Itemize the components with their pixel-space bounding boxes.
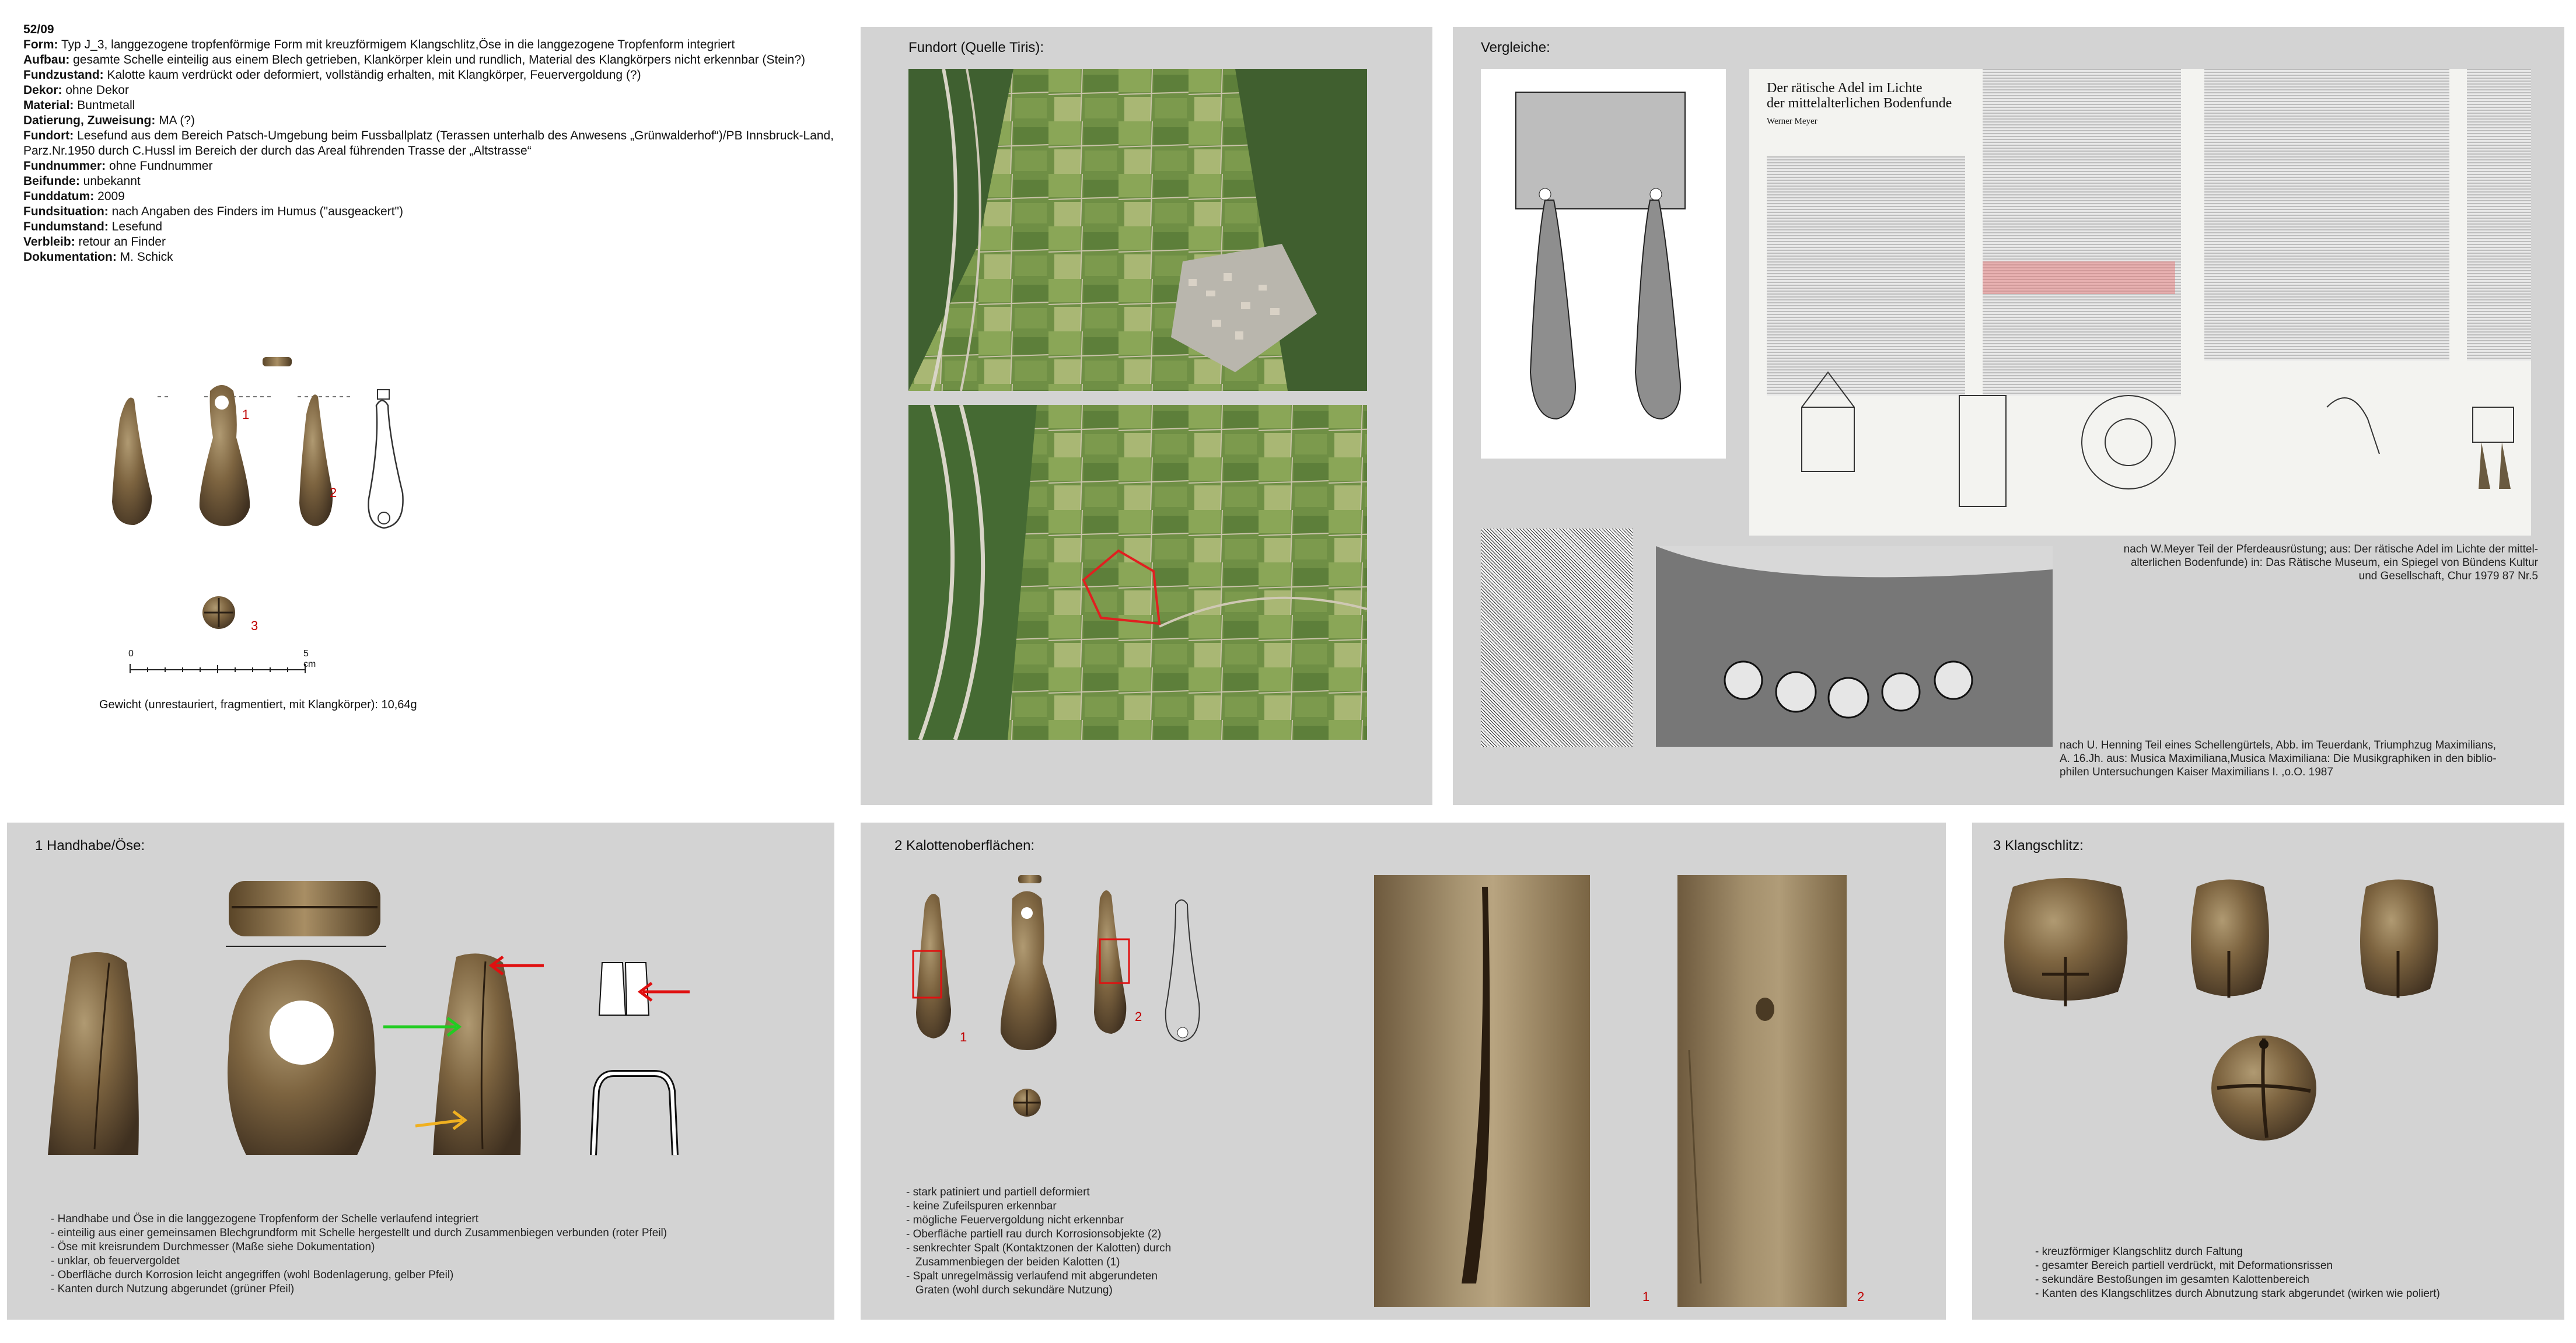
list-item: - unklar, ob feuervergoldet [51, 1255, 180, 1267]
info-label: Dekor: [23, 83, 62, 97]
list-item: - Oberfläche partiell rau durch Korrosionsobjekte (2) [906, 1228, 1162, 1240]
view-marker-2: 2 [330, 485, 337, 500]
woodcut-image [1481, 529, 1633, 747]
catalog-info [23, 22, 840, 265]
kalotten-title: 2 Kalottenoberflächen: [894, 838, 1035, 854]
info-label: Fundzustand: [23, 68, 104, 82]
comparison-caption-1: nach W.Meyer Teil der Pferdeausrüstung; aus: Der rätische Adel im Lichte der mittel- alterlichen Bodenfunde) in: Das Rätische Museum, ein Spiegel von Bündens Kultur und Gesellschaft, Chur 1979 87 Nr.5 [2123, 543, 2538, 582]
closeup-marker-2: 2 [1857, 1289, 1865, 1304]
handhabe-bullets [51, 1212, 667, 1296]
list-item: - sekundäre Bestoßungen im gesamten Kalottenbereich [2035, 1274, 2309, 1286]
list-item: - Kanten durch Nutzung abgerundet (grüner Pfeil) [51, 1283, 295, 1295]
klangschlitz-panel [1972, 823, 2564, 1320]
info-label: Fundort: [23, 129, 74, 142]
info-row [23, 37, 840, 53]
info-row [23, 219, 840, 235]
info-value: nach Angaben des Finders im Humus ("ausgeackert") [111, 205, 403, 218]
info-value: Lesefund [111, 220, 163, 233]
aerial-photo-village [908, 69, 1367, 391]
kalotten-drawings [907, 875, 1269, 1178]
book-author: Werner Meyer [1767, 117, 1817, 126]
info-label: Funddatum: [23, 190, 95, 203]
info-label: Fundnummer: [23, 159, 106, 173]
kalotten-marker-1: 1 [960, 1030, 967, 1044]
info-row [23, 113, 840, 128]
scale-start-label: 0 [128, 649, 134, 659]
list-item: - senkrechter Spalt (Kontaktzonen der Kalotten) durch [906, 1242, 1172, 1254]
kalotten-bullets [906, 1185, 1171, 1297]
kalotten-marker-2: 2 [1135, 1009, 1142, 1024]
vergleiche-title: Vergleiche: [1481, 40, 1550, 55]
info-value: gesamte Schelle einteilig aus einem Blech getrieben, Klankörper klein und rundlich, Material des Klangkörpers nicht erkennbar (Stein?) [73, 53, 806, 67]
list-item: - Oberfläche durch Korrosion leicht angegriffen (wohl Bodenlagerung, gelber Pfeil) [51, 1269, 454, 1281]
bell-drawing-svg [105, 350, 467, 642]
woodcut-detail [1656, 546, 2053, 747]
weight-note: Gewicht (unrestauriert, fragmentiert, mit Klangkörper): 10,64g [99, 698, 417, 711]
info-row [23, 235, 840, 250]
scale-end-label: 5 cm [303, 649, 316, 669]
kalotten-panel [861, 823, 1946, 1320]
handhabe-photos [7, 875, 834, 1237]
info-value: Buntmetall [77, 99, 135, 112]
info-label: Verbleib: [23, 235, 75, 249]
info-row [23, 159, 840, 174]
info-row [23, 83, 840, 98]
bell-drawings [105, 350, 467, 642]
info-value: Typ J_3, langgezogene tropfenförmige Form mit kreuzförmigem Klangschlitz,Öse in die langgezogene Tropfenform integriert [61, 38, 735, 51]
list-item: - mögliche Feuervergoldung nicht erkennbar [906, 1214, 1124, 1226]
fundort-title: Fundort (Quelle Tiris): [908, 40, 1044, 55]
aerial-photo-field [908, 405, 1367, 740]
klangschlitz-bullets [2035, 1245, 2440, 1301]
list-item: Graten (wohl durch sekundäre Nutzung) [906, 1284, 1113, 1296]
catalog-number: 52/09 [23, 23, 54, 36]
info-row [23, 204, 840, 219]
info-label: Material: [23, 99, 74, 112]
info-value: 2009 [97, 190, 125, 203]
list-item: - Handhabe und Öse in die langgezogene Tropfenform der Schelle verlaufend integriert [51, 1213, 479, 1225]
comparison-drawing [1481, 69, 1726, 459]
closeup-marker-1: 1 [1642, 1289, 1650, 1304]
scale-bar [128, 649, 315, 678]
info-row [23, 174, 840, 189]
info-value: Lesefund aus dem Bereich Patsch-Umgebung beim Fussballplatz (Terassen unterhalb des Anwesens „Grünwalderhof“)/PB Innsbruck-Land, Parz.Nr.1950 durch C.Hussl im Bereich der durch das Areal führenden Trasse der „Altstrasse“ [23, 129, 834, 158]
list-item: - einteilig aus einer gemeinsamen Blechgrundform mit Schelle hergestellt und durch Zusammenbiegen verbunden (roter Pfeil) [51, 1227, 667, 1239]
info-value: M. Schick [120, 250, 173, 264]
book-title-1: Der rätische Adel im Lichte [1767, 81, 1923, 96]
view-marker-3: 3 [251, 618, 258, 633]
view-marker-1: 1 [242, 407, 250, 422]
info-label: Fundumstand: [23, 220, 109, 233]
info-row [23, 250, 840, 265]
fundort-panel [861, 27, 1432, 805]
info-row [23, 189, 840, 204]
info-label: Fundsituation: [23, 205, 109, 218]
list-item: Zusammenbiegen der beiden Kalotten (1) [906, 1256, 1120, 1268]
vergleiche-panel [1453, 27, 2564, 805]
info-rows [23, 37, 840, 265]
comparison-caption-2: nach U. Henning Teil eines Schellengürtels, Abb. im Teuerdank, Triumphzug Maximilians, A. 16.Jh. aus: Musica Maximiliana,Musica Maximiliana: Die Musikgraphiken in den biblio- philen Untersuchungen Kaiser Maximilians I. ,o.O. 1987 [2060, 739, 2497, 778]
info-label: Dokumentation: [23, 250, 117, 264]
info-label: Aufbau: [23, 53, 70, 67]
klangschlitz-title: 3 Klangschlitz: [1993, 838, 2084, 854]
handhabe-panel [7, 823, 834, 1320]
info-value: unbekannt [83, 174, 141, 188]
info-value: retour an Finder [78, 235, 166, 249]
info-label: Form: [23, 38, 58, 51]
surface-closeup-2 [1677, 875, 1847, 1307]
list-item: - stark patiniert und partiell deformiert [906, 1186, 1090, 1198]
list-item: - Öse mit kreisrundem Durchmesser (Maße siehe Dokumentation) [51, 1241, 375, 1253]
info-row [23, 98, 840, 113]
surface-closeup-1 [1374, 875, 1590, 1307]
info-value: ohne Dekor [65, 83, 129, 97]
info-row [23, 53, 840, 68]
info-value: ohne Fundnummer [109, 159, 213, 173]
info-row [23, 128, 840, 159]
list-item: - kreuzförmiger Klangschlitz durch Faltung [2035, 1246, 2243, 1258]
list-item: - Spalt unregelmässig verlaufend mit abgerundeten [906, 1270, 1158, 1282]
info-value: Kalotte kaum verdrückt oder deformiert, vollständig erhalten, mit Klangkörper, Feuervergoldung (?) [107, 68, 641, 82]
book-page [1749, 69, 2531, 536]
info-label: Beifunde: [23, 174, 80, 188]
info-value: MA (?) [159, 114, 195, 127]
list-item: - Kanten des Klangschlitzes durch Abnutzung stark abgerundet (wirken wie poliert) [2035, 1288, 2440, 1300]
klangschlitz-photos [1972, 869, 2564, 1219]
book-title-2: der mittelalterlichen Bodenfunde [1767, 96, 1952, 111]
list-item: - keine Zufeilspuren erkennbar [906, 1200, 1057, 1212]
list-item: - gesamter Bereich partiell verdrückt, mit Deformationsrissen [2035, 1260, 2333, 1272]
handhabe-title: 1 Handhabe/Öse: [35, 838, 145, 854]
info-row [23, 68, 840, 83]
info-label: Datierung, Zuweisung: [23, 114, 156, 127]
